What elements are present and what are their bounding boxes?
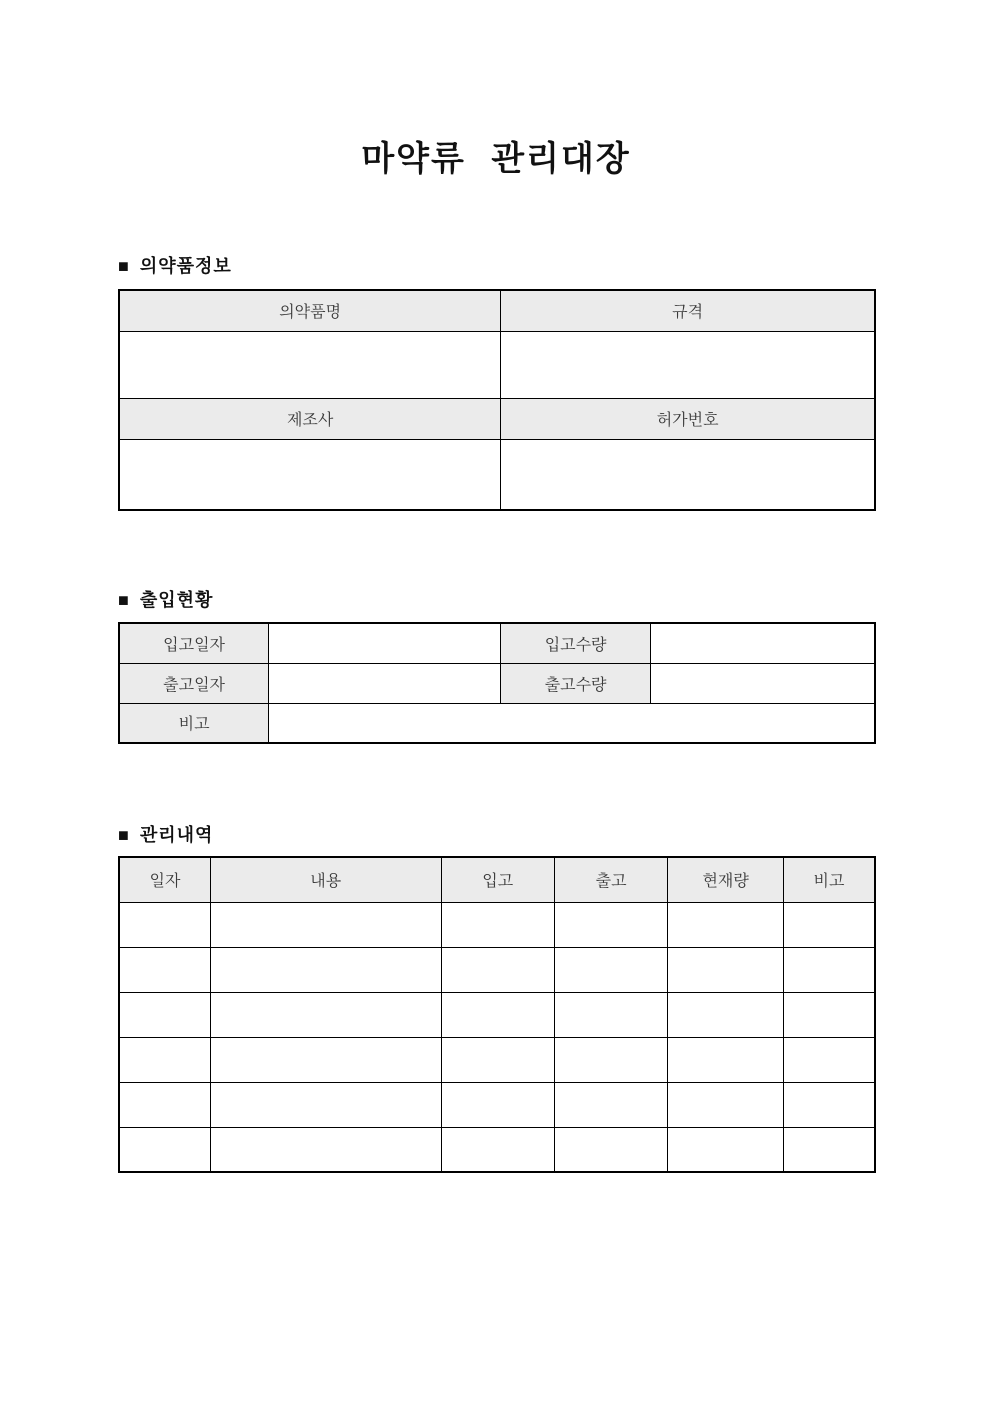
history-cell <box>210 1082 441 1127</box>
history-cell <box>668 1127 784 1172</box>
history-cell <box>554 947 667 992</box>
manufacturer-header-cell: 제조사 <box>119 398 501 439</box>
remarks-label-cell: 비고 <box>119 703 269 743</box>
black-square-bullet-icon: ■ <box>118 590 130 610</box>
section-heading-management-history <box>118 821 213 847</box>
section-heading-label: 의약품정보 <box>139 256 232 276</box>
history-row <box>119 992 875 1037</box>
medicine-name-value-cell <box>119 331 501 398</box>
black-square-bullet-icon: ■ <box>118 825 130 845</box>
history-column-header-cell: 출고 <box>554 857 667 902</box>
table-row <box>119 663 875 703</box>
section-heading-label: 출입현황 <box>139 590 214 610</box>
inbound-quantity-value-cell <box>650 623 875 663</box>
history-cell <box>441 992 554 1037</box>
management-history-table <box>118 856 876 1173</box>
medicine-info-table <box>118 289 876 511</box>
history-cell <box>668 947 784 992</box>
history-column-header-cell: 일자 <box>119 857 210 902</box>
history-cell <box>119 1127 210 1172</box>
black-square-bullet-icon: ■ <box>118 256 130 276</box>
history-cell <box>119 1082 210 1127</box>
history-cell <box>783 947 875 992</box>
history-cell <box>554 1082 667 1127</box>
inbound-date-label-cell: 입고일자 <box>119 623 269 663</box>
history-cell <box>119 992 210 1037</box>
history-cell <box>554 1127 667 1172</box>
specification-header-cell: 규격 <box>501 290 875 331</box>
history-row <box>119 1082 875 1127</box>
history-cell <box>668 902 784 947</box>
history-cell <box>210 992 441 1037</box>
outbound-date-label-cell: 출고일자 <box>119 663 269 703</box>
history-cell <box>783 1037 875 1082</box>
history-cell <box>119 902 210 947</box>
inout-status-table <box>118 622 876 744</box>
history-cell <box>441 1127 554 1172</box>
table-row <box>119 290 875 331</box>
history-cell <box>554 902 667 947</box>
history-header-row <box>119 857 875 902</box>
document-title: 마약류 관리대장 <box>361 140 631 178</box>
management-table-body <box>119 902 875 1172</box>
history-cell <box>210 1127 441 1172</box>
history-cell <box>783 1082 875 1127</box>
table-row <box>119 623 875 663</box>
history-cell <box>441 947 554 992</box>
outbound-quantity-label-cell: 출고수량 <box>501 663 651 703</box>
history-cell <box>441 1037 554 1082</box>
history-row <box>119 1037 875 1082</box>
history-column-header-cell: 현재량 <box>668 857 784 902</box>
history-row <box>119 947 875 992</box>
history-cell <box>119 1037 210 1082</box>
outbound-quantity-value-cell <box>650 663 875 703</box>
table-row <box>119 331 875 398</box>
table-row <box>119 398 875 439</box>
history-cell <box>668 992 784 1037</box>
section-heading-inout-status <box>118 586 213 612</box>
history-cell <box>554 1037 667 1082</box>
history-cell <box>441 1082 554 1127</box>
history-row <box>119 1127 875 1172</box>
specification-value-cell <box>501 331 875 398</box>
history-cell <box>210 1037 441 1082</box>
history-cell <box>783 1127 875 1172</box>
history-cell <box>210 902 441 947</box>
inbound-date-value-cell <box>269 623 501 663</box>
table-row <box>119 703 875 743</box>
history-row <box>119 902 875 947</box>
history-cell <box>783 902 875 947</box>
inbound-quantity-label-cell: 입고수량 <box>501 623 651 663</box>
history-cell <box>668 1037 784 1082</box>
license-number-header-cell: 허가번호 <box>501 398 875 439</box>
license-number-value-cell <box>501 439 875 510</box>
remarks-value-cell <box>269 703 875 743</box>
manufacturer-value-cell <box>119 439 501 510</box>
history-cell <box>119 947 210 992</box>
medicine-name-header-cell: 의약품명 <box>119 290 501 331</box>
history-column-header-cell: 비고 <box>783 857 875 902</box>
history-cell <box>441 902 554 947</box>
history-cell <box>668 1082 784 1127</box>
outbound-date-value-cell <box>269 663 501 703</box>
history-column-header-cell: 내용 <box>210 857 441 902</box>
section-heading-medicine-info <box>118 252 232 278</box>
section-heading-label: 관리내역 <box>139 825 214 845</box>
history-cell <box>554 992 667 1037</box>
history-column-header-cell: 입고 <box>441 857 554 902</box>
table-row <box>119 439 875 510</box>
history-cell <box>210 947 441 992</box>
history-cell <box>783 992 875 1037</box>
